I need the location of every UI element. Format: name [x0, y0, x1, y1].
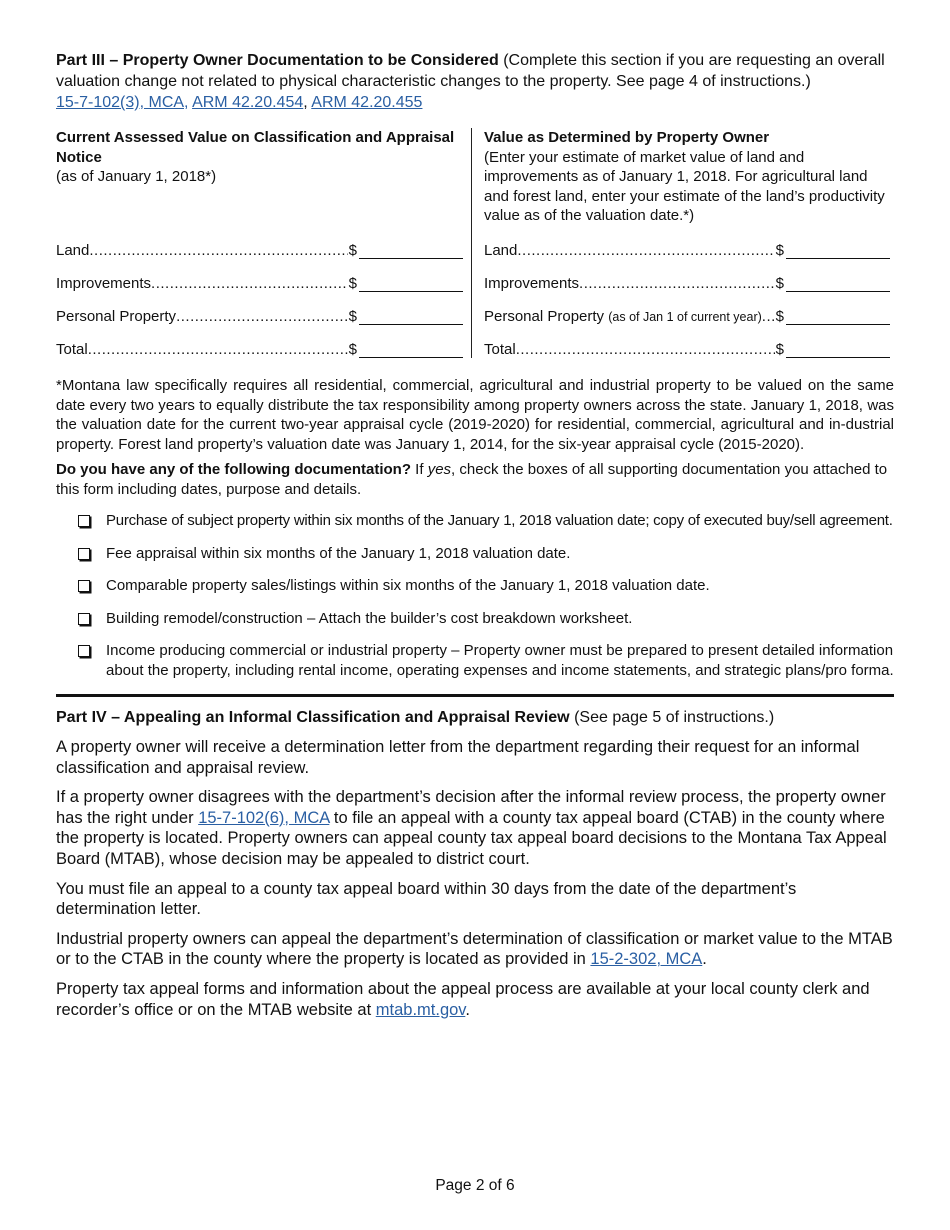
owner-value-subheading: (Enter your estimate of market value of land and improvements as of January 1, 2018. For agricultural land and forest land, enter your estimate of the land’s productivity value as of the valuation date.*): [484, 148, 885, 224]
owner-value-column: [472, 128, 890, 358]
current-assessed-subheading: (as of January 1, 2018*): [56, 168, 217, 185]
link-15-7-102-3[interactable]: 15-7-102(3), MCA,: [56, 94, 189, 111]
valuation-columns: [56, 128, 894, 358]
part4-heading: Part IV – Appealing an Informal Classification and Appraisal Review (See page 5 of instructions.): [56, 709, 775, 726]
owner-improvements-field[interactable]: [786, 277, 890, 292]
owner-improvements-label: Improvements: [484, 275, 580, 292]
checkbox-purchase[interactable]: [78, 515, 90, 527]
checkbox-income-property[interactable]: [78, 645, 90, 657]
check-label-income-property: Income producing commercial or industrial property – Property owner must be prepared to present detailed information about the property, including rental income, operating expenses and income statements, and strategic plans/pro forma.: [106, 642, 894, 679]
current-total-field[interactable]: [359, 343, 463, 358]
owner-land-label: Land: [484, 242, 518, 259]
check-item-income-property: [78, 641, 894, 680]
current-assessed-column: [56, 128, 472, 358]
check-label-fee-appraisal: Fee appraisal within six months of the January 1, 2018 valuation date.: [106, 544, 571, 562]
current-assessed-heading: Current Assessed Value on Classification and Appraisal Notice: [56, 129, 455, 166]
owner-personal-property-note: (as of Jan 1 of current year): [608, 310, 762, 324]
current-land-label: Land: [56, 242, 90, 259]
valuation-footnote: *Montana law specifically requires all residential, commercial, agricultural and industrial property to be valued on the same date every two years to equally distribute the tax responsibility among property owners across the state. January 1, 2018, was the valuation date for the current two-year appraisal cycle (2019-2020) for residential, commercial, agricultural and in-dustrial property. Forest land property’s valuation date was January 1, 2014, for the six-year appraisal cycle (2015-2020).: [56, 377, 894, 453]
link-arm-42-20-455[interactable]: ARM 42.20.455: [311, 94, 423, 111]
current-improvements-row: Improvements ..... $: [56, 259, 463, 292]
documentation-checklist: [56, 511, 894, 680]
part4-paragraph-5: Property tax appeal forms and information about the appeal process are available at your local county clerk and recorder’s office or on the MTAB website at mtab.mt.gov.: [56, 979, 870, 1019]
owner-total-row: Total ..... $: [484, 325, 890, 358]
current-land-row: Land ..... $: [56, 226, 463, 259]
owner-land-row: Land ..... $: [484, 226, 890, 259]
part4-paragraph-1: A property owner will receive a determination letter from the department regarding their request for an informal classification and appraisal review.: [56, 738, 860, 777]
part4-paragraph-4: Industrial property owners can appeal the department’s determination of classification or market value to the MTAB or to the CTAB in the county where the property is located as provided in 15-2-302, MCA.: [56, 929, 893, 969]
checkbox-comparable-sales[interactable]: [78, 580, 90, 592]
documentation-question: Do you have any of the following documentation? If yes, check the boxes of all supporting documentation you attached to this form including dates, purpose and details.: [56, 461, 888, 498]
current-land-field[interactable]: [359, 244, 463, 259]
link-arm-42-20-454[interactable]: ARM 42.20.454: [192, 94, 304, 111]
part4-paragraph-2: If a property owner disagrees with the department’s decision after the informal review process, the property owner has the right under 15-7-102(6), MCA to file an appeal with a county tax appeal board (CTAB) in the county where the property is located. Property owners can appeal county tax appeal board decisions to the Montana Tax Appeal Board (MTAB), whose decision may be appealed to district court.: [56, 788, 887, 868]
part4-title: Part IV – Appealing an Informal Classification and Appraisal Review: [56, 709, 570, 726]
part3-title: Part III – Property Owner Documentation to be Considered: [56, 52, 499, 69]
owner-personal-property-label: Personal Property: [484, 308, 605, 325]
link-mtab-website[interactable]: mtab.mt.gov: [375, 1000, 466, 1019]
current-total-label: Total: [56, 341, 88, 358]
section-divider: [56, 694, 894, 697]
owner-personal-property-row: Personal Property (as of Jan 1 of current year) ..... $: [484, 292, 890, 325]
page-number: Page 2 of 6: [435, 1177, 515, 1194]
part3-intro-text: (Complete this section if you are requesting an overall valuation change not related to physical characteristic changes to the property. See page 4 of instructions.): [56, 52, 885, 90]
check-label-comparable-sales: Comparable property sales/listings within six months of the January 1, 2018 valuation date.: [106, 577, 710, 594]
check-label-remodel: Building remodel/construction – Attach the builder’s cost breakdown worksheet.: [106, 609, 633, 627]
check-label-purchase: Purchase of subject property within six months of the January 1, 2018 valuation date; copy of executed buy/sell agreement.: [106, 512, 893, 529]
current-total-row: Total ..... $: [56, 325, 463, 358]
check-item-fee-appraisal: [78, 544, 894, 564]
current-personal-property-row: Personal Property ..... $: [56, 292, 463, 325]
owner-improvements-row: Improvements ..... $: [484, 259, 890, 292]
owner-total-label: Total: [484, 341, 516, 358]
check-item-purchase: [78, 511, 894, 531]
part3-intro: Part III – Property Owner Documentation to be Considered (Complete this section if you are requesting an overall valuation change not related to physical characteristic changes to the property. See page 4 of instructions.) 15-7-102(3), MCA, ARM 42.20.454, ARM 42.20.455: [56, 52, 885, 111]
link-15-7-102-6[interactable]: 15-7-102(6), MCA: [198, 808, 330, 827]
owner-personal-property-field[interactable]: [786, 310, 890, 325]
current-improvements-label: Improvements: [56, 275, 152, 292]
check-item-remodel: [78, 609, 894, 629]
owner-land-field[interactable]: [786, 244, 890, 259]
part4-paragraph-3: You must file an appeal to a county tax appeal board within 30 days from the date of the department’s determination letter.: [56, 879, 797, 919]
checkbox-fee-appraisal[interactable]: [78, 548, 90, 560]
current-improvements-field[interactable]: [359, 277, 463, 292]
link-15-2-302[interactable]: 15-2-302, MCA: [590, 950, 703, 969]
current-personal-property-label: Personal Property: [56, 308, 177, 325]
current-personal-property-field[interactable]: [359, 310, 463, 325]
owner-value-heading: Value as Determined by Property Owner: [484, 129, 770, 146]
checkbox-remodel[interactable]: [78, 613, 90, 625]
check-item-comparable-sales: [78, 576, 894, 596]
form-page: [56, 50, 894, 1020]
owner-total-field[interactable]: [786, 343, 890, 358]
